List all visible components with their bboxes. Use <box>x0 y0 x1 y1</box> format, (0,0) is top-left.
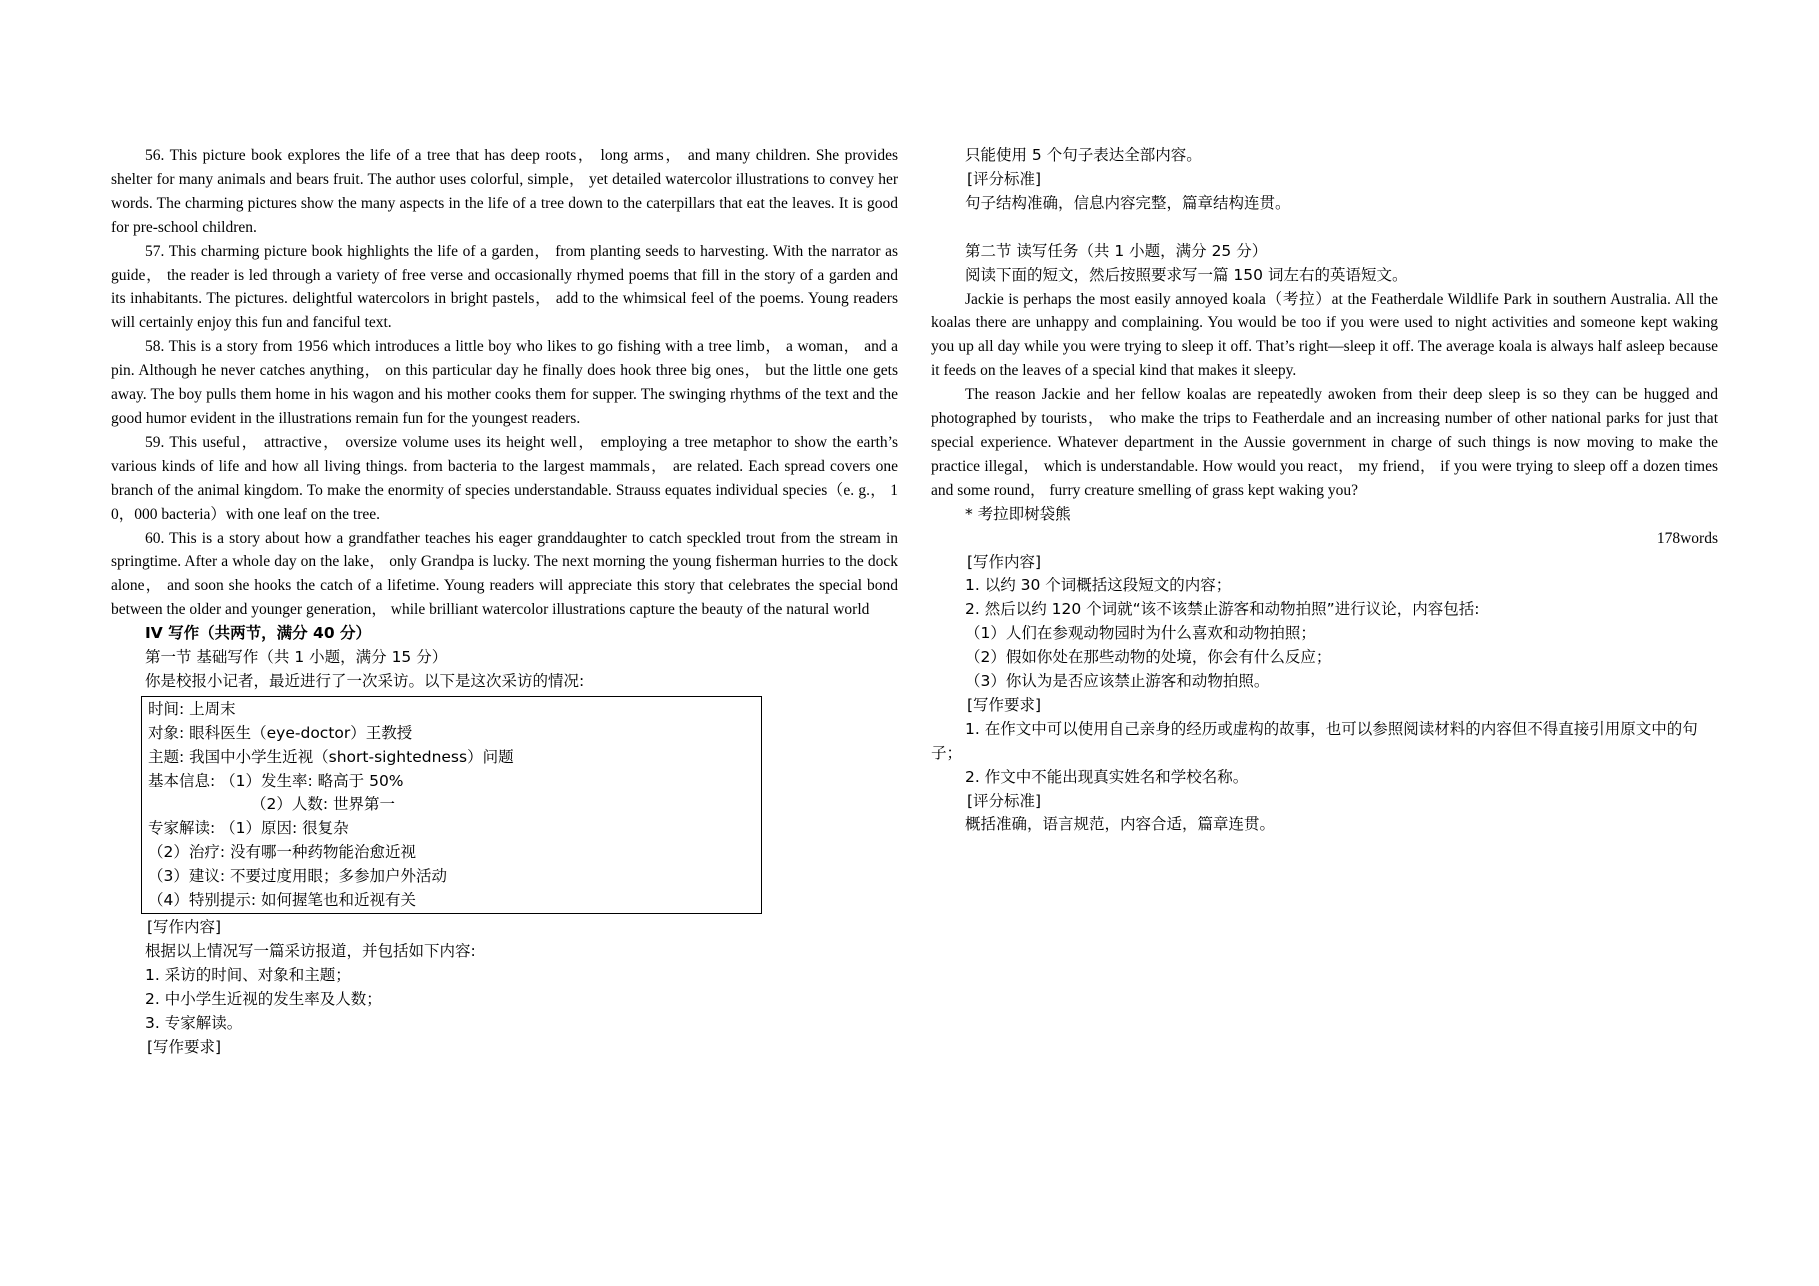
writing-content-item-3: 3. 专家解读。 <box>145 1013 243 1032</box>
writing-requirement-1-text: 1. 在作文中可以使用自己亲身的经历或虚构的故事，也可以参照阅读材料的内容但不得直接引用原文中的句子； <box>931 719 1698 762</box>
box-line-basic-info-2: （2）人数: 世界第一 <box>251 795 396 814</box>
question-57-passage: 57. This charming picture book highlights the life of a garden， from planting seeds to harvesting. With the narrator as guide， the reader is led through a variety of free verse and occasionally rhymed poems that fill in the story of a garden and its inhabitants. The pictures. delightful watercolors in bright pastels， add to the whimsical feel of the poems. Young readers will certainly enjoy this fun and fanciful text. <box>111 242 898 332</box>
writing-content-sub-item-2: （2）假如你处在那些动物的处境，你会有什么反应； <box>965 648 1332 667</box>
question-58-passage: 58. This is a story from 1956 which introduces a little boy who likes to go fishing with a tree limb， a woman， and a pin. Although he never catches anything， on this particular day he finally does hook three big ones， but the little one gets away. The boy pulls them home in his wagon and his mother cooks them for supper. The swinging rhythms of the text and the good humor evident in the illustrations remain fun for the youngest readers. <box>111 338 898 427</box>
writing-content-item-2: 2. 中小学生近视的发生率及人数； <box>145 989 382 1008</box>
box-line-expert-2: （2）治疗: 没有哪一种药物能治愈近视 <box>148 843 417 862</box>
box-line-expert-1: 专家解读: （1）原因: 很复杂 <box>148 819 349 838</box>
right-column <box>931 144 1718 837</box>
writing-content-item-1: 1. 采访的时间、对象和主题； <box>145 965 351 984</box>
word-count: 178words <box>1656 529 1718 547</box>
writing-requirements-label-2: [写作要求] <box>967 695 1042 714</box>
question-59-passage: 59. This useful， attractive， oversize volume uses its height well， employing a tree metaphor to show the earth’s various kinds of life and how all living things. from bacteria to the largest mammals， are related. Each spread covers one branch of the animal kingdom. To make the enormity of species understandable. Strauss equates individual species（e. g.， 1 0，000 bacteria）with one leaf on the tree. <box>111 433 898 523</box>
question-60-passage: 60. This is a story about how a grandfather teaches his eager granddaughter to catch speckled trout from the stream in springtime. After a whole day on the lake， only Grandpa is lucky. The next morning the young fisherman hurries to the dock alone， and soon she hooks the catch of a lifetime. Young readers will appreciate this story that celebrates the special bond between the older and younger generation， while brilliant watercolor illustrations capture the beauty of the natural world <box>111 529 898 619</box>
box-line-expert-3: （3）建议: 不要过度用眼；多参加户外活动 <box>148 867 448 886</box>
interview-info-box <box>141 696 762 914</box>
writing-content-item-2-1: 1. 以约 30 个词概括这段短文的内容； <box>965 576 1232 595</box>
koala-passage-paragraph-2: The reason Jackie and her fellow koalas are repeatedly awoken from their deep sleep is so they can be hugged and photographed by tourists， who make the trips to Featherdale and an increasing number of other national parks for just that special experience. Whatever department in the Aussie government in charge of such things is now moving to make the practice illegal， which is understandable. How would you react， my friend， if you were trying to sleep off a dozen times and some round， furry creature smelling of grass kept waking you? <box>931 386 1718 499</box>
part2-intro: 阅读下面的短文，然后按照要求写一篇 150 词左右的英语短文。 <box>965 265 1408 284</box>
writing-requirements-label: [写作要求] <box>147 1037 222 1056</box>
criteria-label-2: [评分标准] <box>967 791 1042 810</box>
criteria-text-1: 句子结构准确，信息内容完整，篇章结构连贯。 <box>965 193 1291 212</box>
requirement-continued: 只能使用 5 个句子表达全部内容。 <box>965 146 1202 164</box>
criteria-label-1: [评分标准] <box>967 169 1042 188</box>
writing-section-heading: IV 写作（共两节，满分 40 分） <box>145 624 372 643</box>
box-line-expert-4: （4）特别提示: 如何握笔也和近视有关 <box>148 891 417 910</box>
spacer <box>931 216 1718 240</box>
writing-content-sub-item-1: （1）人们在参观动物园时为什么喜欢和动物拍照； <box>965 624 1316 643</box>
left-column <box>111 144 898 1059</box>
writing-content-intro: 根据以上情况写一篇采访报道，并包括如下内容: <box>145 941 476 960</box>
writing-content-label-2: [写作内容] <box>967 552 1042 571</box>
writing-requirement-1 <box>931 718 1718 766</box>
box-line-topic: 主题: 我国中小学生近视（short-sightedness）问题 <box>148 747 514 766</box>
box-line-subject: 对象: 眼科医生（eye-doctor）王教授 <box>148 723 413 742</box>
part1-intro: 你是校报小记者，最近进行了一次采访。以下是这次采访的情况: <box>145 671 585 690</box>
passage-footnote: * 考拉即树袋熊 <box>965 504 1071 523</box>
writing-requirement-2: 2. 作文中不能出现真实姓名和学校名称。 <box>965 767 1249 786</box>
criteria-text-2: 概括准确，语言规范，内容合适，篇章连贯。 <box>965 815 1276 834</box>
box-line-basic-info-1: 基本信息: （1）发生率: 略高于 50% <box>148 771 404 790</box>
writing-content-sub-item-3: （3）你认为是否应该禁止游客和动物拍照。 <box>965 672 1270 691</box>
question-56-passage: 56. This picture book explores the life of a tree that has deep roots， long arms， and many children. She provides shelter for many animals and bears fruit. The author uses colorful, simple， yet detailed watercolor illustrations to convey her words. The charming pictures show the many aspects in the life of a tree down to the caterpillars that eat the leaves. It is good for pre-school children. <box>111 147 898 236</box>
box-line-time: 时间: 上周末 <box>148 699 236 718</box>
part2-title: 第二节 读写任务（共 1 小题，满分 25 分） <box>965 241 1268 260</box>
writing-content-label: [写作内容] <box>147 918 222 936</box>
part1-title: 第一节 基础写作（共 1 小题，满分 15 分） <box>145 648 448 667</box>
writing-content-item-2-2: 2. 然后以约 120 个词就“该不该禁止游客和动物拍照”进行议论，内容包括: <box>965 600 1480 619</box>
koala-passage-paragraph-1: Jackie is perhaps the most easily annoyed koala（考拉）at the Featherdale Wildlife Park in southern Australia. All the koalas there are unhappy and complaining. You would be too if you were used to night activities and someone kept waking you up all day while you were trying to sleep it off. That’s right—sleep it off. The average koala is always half asleep because it feeds on the leaves of a special kind that makes it sleepy. <box>931 290 1718 380</box>
